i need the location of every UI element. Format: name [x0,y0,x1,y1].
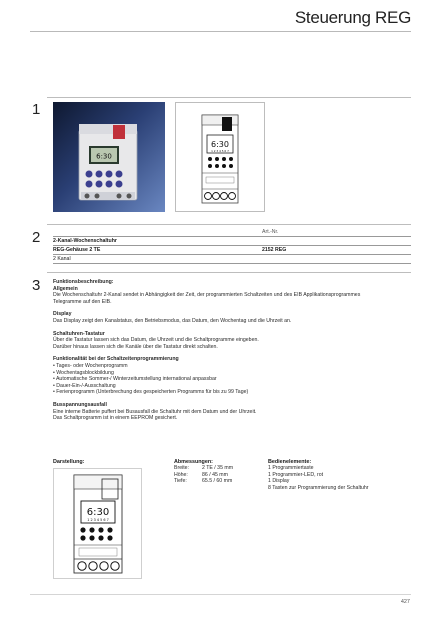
bedienelemente-item: 1 Display [268,478,290,485]
abmessungen-value: 2 TE / 35 mm [202,465,234,471]
block-line: • Ferienprogramm (Unterbrechung des gespeicherten Programms für bis zu 99 Tage) [53,389,249,396]
block-heading: Busspannungsausfall [53,401,107,408]
header-rule [30,31,411,32]
abmessungen-row [174,465,274,472]
bedienelemente-block [268,459,418,491]
bedienelemente-item: 1 Programmier-LED, rot [268,471,324,478]
abmessungen-title: Abmessungen: [174,459,213,465]
drawing-lcd-days: 1 2 3 4 5 6 7 [211,149,229,153]
product-photo [53,102,165,212]
block-heading: Funktionalität bei der Schaltzeitenprogrammierung [53,356,179,363]
block-line: Eine interne Batterie puffert bei Busausfall die Schaltuhr mit dem Datum und der Uhrzeit. [53,408,257,415]
block-line: Die Wochenschaltuhr 2-Kanal sendet in Abhängigkeit der Zeit, der programmierten Schaltzeiten und des EIB Applikationsprogrammes [53,292,361,299]
abmessungen-label: Höhe: [174,471,188,478]
block-line: • Automatische Sommer-/ Winterzeitumstellung international anpassbar [53,376,217,383]
table-header-artnr: Art.-Nr. [262,229,279,235]
table-header-rule [53,236,411,237]
product-photo-illustration [53,102,165,212]
table-row-name: 2 Kanal [53,256,71,262]
page-number: 427 [400,599,410,605]
block-line: Das Schaltprogramm ist in einem EEPROM gesichert. [53,415,178,422]
bedienelemente-title: Bedienelemente: [268,459,312,465]
block-heading: Display [53,311,72,318]
section-number-1: 1 [32,101,41,118]
table-row-name: 2-Kanal-Wochenschaltuhr [53,238,117,244]
function-description [53,279,413,422]
darstellung-lcd-time: 6:30 [86,507,110,518]
table-row-code: 2152 REG [262,247,287,253]
block-line: • Tages- oder Wochenprogramm [53,362,128,369]
section-1-rule [47,97,411,98]
abmessungen-value: 86 / 45 mm [202,471,228,478]
block-line: • Dauer-Ein-/-Ausschaltung [53,382,116,389]
abmessungen-label: Breite: [174,465,189,471]
bedienelemente-item: 1 Programmiertaste [268,465,314,471]
front-drawing-frame [175,102,265,212]
photo-lcd-time: 6:30 [96,152,112,161]
description-title: Funktionsbeschreibung: [53,279,114,285]
abmessungen-value: 65.5 / 60 mm [202,478,233,485]
block-heading: Schaltuhren-Tastatur [53,330,105,337]
abmessungen-label: Tiefe: [174,478,187,485]
block-line: Telegramme auf den EIB. [53,298,112,305]
darstellung-title: Darstellung: [53,459,85,465]
table-row-rule [53,254,411,255]
abmessungen-row [174,472,274,479]
darstellung-drawing-frame [53,468,142,579]
abmessungen-block [174,459,274,485]
bedienelemente-item: 8 Tasten zur Programmierung der Schaltuhr [268,484,369,491]
darstellung-lcd-days: 1 2 3 4 5 6 7 [87,518,109,522]
section-2-rule [47,224,411,225]
device-front-drawing [176,103,264,211]
drawing-lcd-time: 6:30 [211,140,229,149]
table-row-rule [53,245,411,246]
footer-rule [30,594,411,595]
darstellung-device-drawing [54,469,141,578]
block-line: Darüber hinaus lassen sich die Kanäle über die Tastatur direkt schalten. [53,343,218,350]
abmessungen-row [174,478,274,485]
section-3-rule [47,272,411,273]
table-row-name: REG-Gehäuse 2 TE [53,247,101,253]
page-title: Steuerung REG [294,8,411,27]
block-heading: Allgemein [53,285,78,292]
table-row-rule [53,263,411,264]
section-number-3: 3 [32,277,41,294]
block-line: Über die Tastatur lassen sich das Datum, die Uhrzeit und die Schaltprogramme eingeben. [53,337,259,344]
section-number-2: 2 [32,229,41,246]
block-line: • Wochentagsblockbildung [53,369,114,376]
block-line: Das Display zeigt den Kanalstatus, den Betriebsmodus, das Datum, den Wochentag und die Uhrzeit an. [53,317,292,324]
